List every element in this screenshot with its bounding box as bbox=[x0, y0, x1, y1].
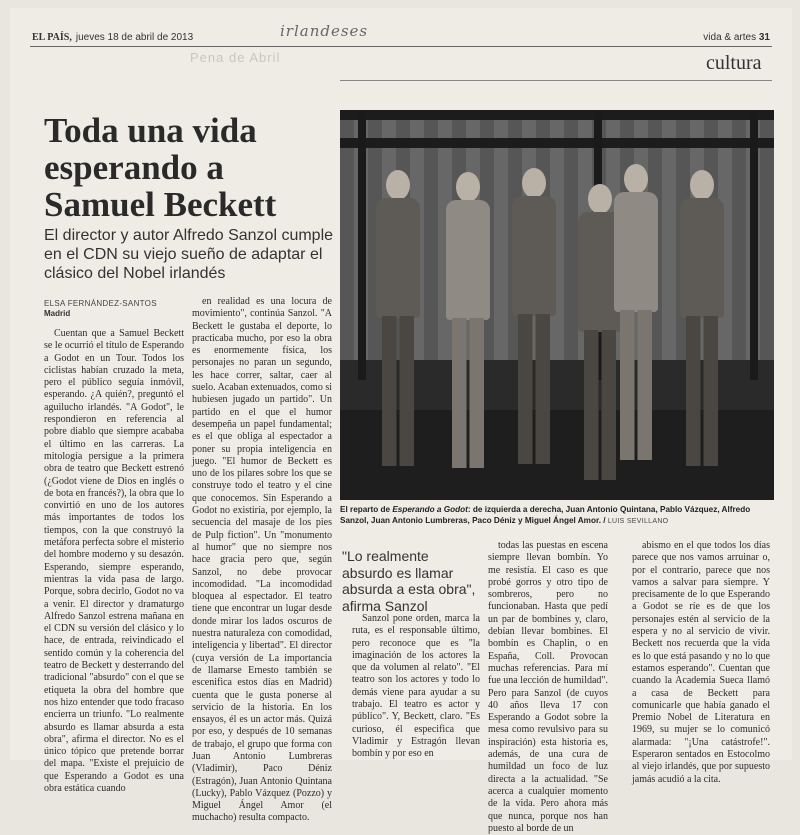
newspaper-page bbox=[10, 8, 792, 834]
paper-name: EL PAÍS, bbox=[32, 32, 72, 43]
photo-caption bbox=[340, 505, 774, 527]
dateline: Madrid bbox=[44, 309, 71, 318]
body-text: Sanzol pone orden, marca la ruta, es el responsable último, pero reconoce que es "la imaginación de los actores la que da volumen al relato". "El teatro son los actores y todo lo demás viene para ayudar a su trabajo. El teatro es actor y público". Y, Beckett, claro. "Es curioso, él especifica que Vladimir y Estragón llevan bombín y por eso en bbox=[352, 613, 480, 760]
byline: ELSA FERNÁNDEZ-SANTOS bbox=[44, 299, 157, 308]
show-through-text: Pena de Abril bbox=[190, 50, 281, 65]
section-rule bbox=[340, 80, 772, 81]
page-header-right bbox=[703, 32, 770, 43]
body-column-4 bbox=[488, 540, 608, 835]
caption-lead: El reparto de bbox=[340, 505, 391, 514]
caption-title: Esperando a Godot bbox=[392, 505, 468, 514]
headline: Toda una vida esperando a Samuel Beckett bbox=[44, 111, 277, 224]
photo-credit: LUIS SEVILLANO bbox=[607, 517, 669, 525]
actor-figure bbox=[440, 172, 496, 492]
photo-beam bbox=[340, 138, 774, 148]
body-text: todas las puestas en escena siempre llevan bombín. Yo me resistía. El caso es que probé gorros y otro tipo de sombreros, pero no funcionaban. Hasta que pedí un par de bombines y, claro, debían llevar bombines. El bombín es Chaplin, o en España, Coll. Provocan muchas referencias. Para mí fue una lección de humildad". Pero para Sanzol (de cuyos 40 años lleva 17 con Esperando a Godot sobre la mesa como revulsivo para su inspiración) esta historia es, además, de una cura de humildad un foco de luz directa a la actualidad. "Se acerca a cualquier momento de la vida. Pero ahora más que nunca, porque nos han puesto al borde de un bbox=[488, 540, 608, 834]
actor-figure bbox=[674, 170, 730, 490]
page-header-left bbox=[32, 32, 193, 43]
handwritten-note: irlandeses bbox=[280, 22, 369, 40]
body-text: en realidad es una locura de movimiento", continúa Sanzol. "A Beckett le gustaba el deporte, lo practicaba mucho, por eso la obra es enormemente física, los personajes no paran un segundo, les hace correr, saltar, caer al suelo. Acaban extenuados, como si hubiesen jugado un partido". Un partido en el que el humor desempeña un papel fundamental; es el que obliga al espectador a poner su propia inteligencia en juego. "El humor de Beckett es uno de los pilares sobre los que se construye todo el teatro y el cine que conocemos. Sin Esperando a Godot no existiría, por ejemplo, la secuencia del masaje de los pies de Pulp fiction". Un "monumento al humor" que no siempre nos hace gracia pero que, según Sanzol, no debe provocar incomodidad. "La incomodidad bloquea al espectador. El teatro tiene que encontrar un lugar desde donde mirar los lados oscuros de nuestra naturaleza con comodidad, inteligencia y libertad". El director (cuya versión de La importancia de llamarse Ernesto también se escenifica estos días en Madrid) cuenta que le gusta ponerse al servicio de la historia. En los ensayos, él es un actor más. Quizá por eso, y después de 10 semanas de trabajo, el grupo que forma con Juan Antonio Lumbreras (Vladimir), Paco Déniz (Estragón), Juan Antonio Quintana (Lucky), Pablo Vázquez (Pozzo) y Miguel Ángel Amor (el muchacho) resulta compacto. bbox=[192, 296, 332, 824]
photo-beam bbox=[340, 110, 774, 120]
body-column-3 bbox=[352, 613, 480, 761]
header-rule bbox=[30, 46, 772, 47]
pull-quote: "Lo realmente absurdo es llamar absurda a esta obra", afirma Sanzol bbox=[342, 548, 476, 614]
subheadline: El director y autor Alfredo Sanzol cumple en el CDN su viejo sueño de adaptar el clásico del Nobel irlandés bbox=[44, 227, 334, 282]
caption-text: : de izquierda a derecha, Juan Antonio Quintana, Pablo Vázquez, Alfredo Sanzol, Juan Antonio Lumbreras, Paco Déniz y Miguel Ángel Amor. / bbox=[340, 505, 751, 525]
body-column-2 bbox=[192, 296, 332, 825]
page-date: jueves 18 de abril de 2013 bbox=[75, 32, 194, 43]
body-text: abismo en el que todos los días parece que nos vamos arruinar o, por el contrario, parece que nos vamos a salvar para siempre. Y precisamente de lo que Esperando a Godot se ríe es de que los personajes estén al servicio de la espera y no al servicio de vivir. Beckett nos recuerda que la vida es lo que está pasando y no lo que estamos esperando". Cuentan que cuando la Academia Sueca llamó a casa de Beckett para comunicarle que había ganado el Premio Nobel de Literatura en 1969, su mujer se lo comunicó alarmada: "¡Una catástrofe!". Esperaron sentados en Estocolmo al viejo irlandés, que por supuesto jamás acudió a la cita. bbox=[632, 540, 770, 785]
body-column-5 bbox=[632, 540, 770, 786]
cast-photo bbox=[340, 110, 774, 500]
body-column-1 bbox=[44, 328, 184, 795]
actor-figure bbox=[506, 168, 562, 488]
photo-post bbox=[750, 110, 758, 380]
section-title: cultura bbox=[706, 52, 762, 74]
photo-post bbox=[358, 110, 366, 380]
actor-figure bbox=[608, 164, 664, 484]
actor-figure bbox=[370, 170, 426, 490]
body-text: Cuentan que a Samuel Beckett se le ocurrió el título de Esperando a Godot en un Tour. Todos los ciclistas habían cruzado la meta, pero el público seguía inmóvil, esperando. ¿A quién?, preguntó el aguilucho irlandés. "A Godot", le respondieron en referencia al pobre diablo que siempre acababa el último en las carreras. La mitología persigue a la primera obra de teatro que Beckett estrenó (¿Godot viene de Dios en inglés o de bota en francés?), la obra que lo convirtió en uno de los autores más importantes de todos los tiempos, con la que construyó la metáfora perfecta sobre el misterio del hombre moderno y su desazón. Esperando, siempre esperando, mientras la vida pasa de largo. Porque, sobra decirlo, Godot no va a venir. El director y dramaturgo Alfredo Sanzol estrena mañana en el CDN su versión del clásico y lo hace, de entrada, reivindicado el sentido común y la coherencia del teatro de Beckett y desterrando del tradicional "absurdo" con el que se etiqueta la obra del hombre que nos hizo entender que todo fracaso encierra un triunfo. "Lo realmente absurdo es llamar absurda a esta obra", afirma el director. No es el único tópico que pretende borrar del mapa. "Existe el prejuicio de que Esperando a Godot es una obra estática cuando bbox=[44, 328, 184, 794]
page-number: 31 bbox=[758, 32, 770, 43]
section-ref: vida & artes bbox=[703, 32, 757, 43]
